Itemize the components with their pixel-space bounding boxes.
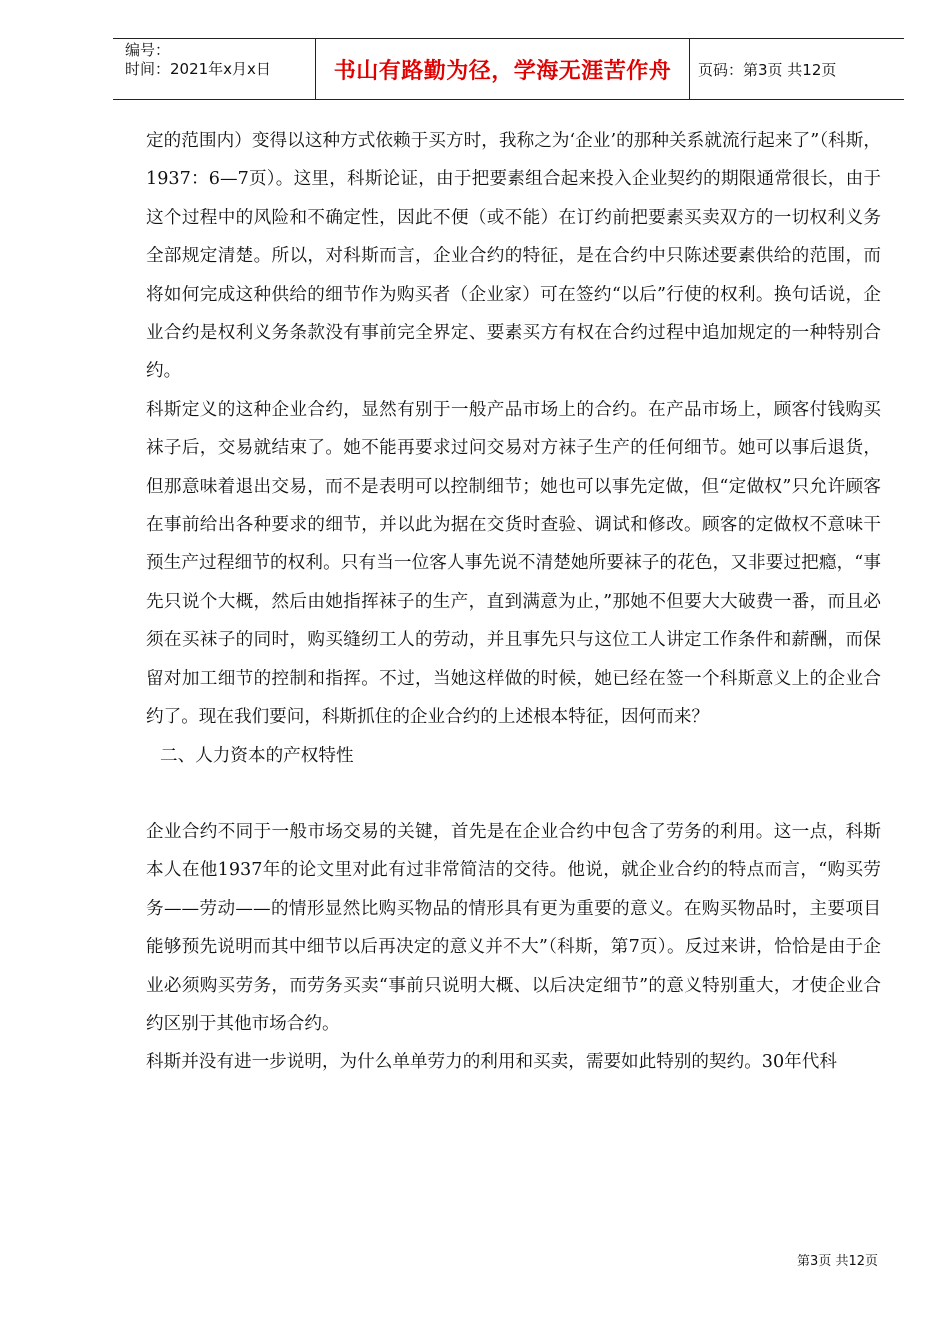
time-label: 时间：2021年x月x日 [125, 60, 271, 78]
header-motto-cell [316, 39, 690, 99]
page-footer: 第3页 共12页 [797, 1254, 878, 1269]
header-page-cell [690, 39, 904, 99]
motto-text: 书山有路勤为径，学海无涯苦作舟 [333, 58, 672, 84]
section-spacer [146, 775, 881, 813]
paragraph: 科斯并没有进一步说明，为什么单单劳力的利用和买卖，需要如此特别的契约。30年代科 [146, 1052, 837, 1073]
code-label: 编号： [125, 41, 171, 59]
header-meta-cell [113, 39, 316, 99]
page-header [113, 38, 904, 100]
document-body [146, 122, 881, 1082]
paragraph: 定的范围内）变得以这种方式依赖于买方时，我称之为‘企业’的那种关系就流行起来了”（科斯，1937：6—7页）。这里，科斯论证，由于把要素组合起来投入企业契约的期限通常很长，由于这个过程中的风险和不确定性，因此不便（或不能）在订约前把要素买卖双方的一切权利义务全部规定清楚。所以，对科斯而言，企业合约的特征，是在合约中只陈述要素供给的范围，而将如何完成这种供给的细节作为购买者（企业家）可在签约“以后”行使的权利。换句话说，企业合约是权利义务条款没有事前完全界定、要素买方有权在合约过程中追加规定的一种特别合约。 [146, 131, 881, 382]
section-heading: 二、人力资本的产权特性 [160, 745, 354, 766]
page-info: 页码：第3页 共12页 [698, 60, 837, 79]
paragraph: 科斯定义的这种企业合约，显然有别于一般产品市场上的合约。在产品市场上，顾客付钱购买袜子后，交易就结束了。她不能再要求过问交易对方袜子生产的任何细节。她可以事后退货，但那意味着退出交易，而不是表明可以控制细节；她也可以事先定做，但“定做权”只允许顾客在事前给出各种要求的细节，并以此为据在交货时查验、调试和修改。顾客的定做权不意味干预生产过程细节的权利。只有当一位客人事先说不清楚她所要袜子的花色，又非要过把瘾，“事先只说个大概，然后由她指挥袜子的生产，直到满意为止，”那她不但要大大破费一番，而且必须在买袜子的同时，购买缝纫工人的劳动，并且事先只与这位工人讲定工作条件和薪酬，而保留对加工细节的控制和指挥。不过，当她这样做的时候，她已经在签一个科斯意义上的企业合约了。现在我们要问，科斯抓住的企业合约的上述根本特征，因何而来？ [146, 399, 881, 728]
paragraph: 企业合约不同于一般市场交易的关键，首先是在企业合约中包含了劳务的利用。这一点，科斯本人在他1937年的论文里对此有过非常简洁的交待。他说，就企业合约的特点而言，“购买劳务——劳动——的情形显然比购买物品的情形具有更为重要的意义。在购买物品时，主要项目能够预先说明而其中细节以后再决定的意义并不大”（科斯，第7页）。反过来讲，恰恰是由于企业必须购买劳务，而劳务买卖“事前只说明大概、以后决定细节”的意义特别重大，才使企业合约区别于其他市场合约。 [146, 821, 881, 1034]
